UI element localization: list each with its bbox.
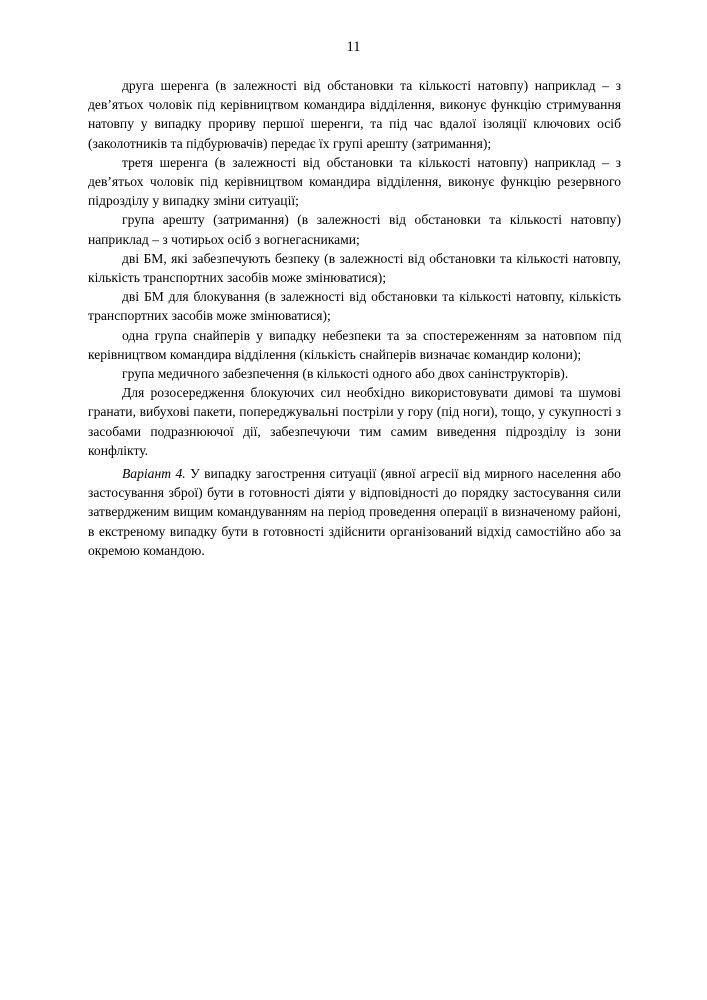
paragraph-5: дві БМ для блокування (в залежності від обстановки та кількості натовпу, кількість транспортних засобів може змінюватися); <box>88 289 621 324</box>
paragraph-4: дві БМ, які забезпечують безпеку (в залежності від обстановки та кількості натовпу, кількість транспортних засобів може змінюватися); <box>88 250 621 286</box>
paragraph-variant-4 <box>88 464 621 560</box>
variant-label: Варіант 4. <box>122 466 186 482</box>
paragraph-2: третя шеренга (в залежності від обстановки та кількості натовпу) наприклад – з дев’ятьох чоловік під керівництвом командира відділення, виконує функцію резервного підрозділу у випадку зміни ситуації; <box>88 154 621 209</box>
document-body <box>88 76 621 560</box>
variant-text: У випадку загострення ситуації (явної агресії від мирного населення або застосування зброї) бути в готовності діяти у відповідності до порядку застосування сили затвердженим вищим командуванням на період проведення операції в визначеному районі, в екстреному випадку бути в готовності здійснити організований відхід самостійно або за окремою командою. <box>88 466 621 558</box>
paragraph-1: друга шеренга (в залежності від обстановки та кількості натовпу) наприклад – з дев’ятьох чоловік під керівництвом командира відділення, виконує функцію стримування натовпу у випадку прориву першої шеренги, та під час вдалої ізоляції ключових осіб (заколотників та підбурювачів) передає їх групі арешту (затримання); <box>88 78 621 151</box>
page-number: 11 <box>346 39 361 55</box>
paragraph-7: група медичного забезпечення (в кількості одного або двох санінструкторів). <box>122 366 569 382</box>
paragraph-3: група арешту (затримання) (в залежності від обстановки та кількості натовпу) наприклад – з чотирьох осіб з вогнегасниками; <box>88 212 621 247</box>
paragraph-6: одна група снайперів у випадку небезпеки та за спостереженням за натовпом під керівництвом командира відділення (кількість снайперів визначає командир колони); <box>88 327 621 362</box>
paragraph-8: Для розосередження блокуючих сил необхідно використовувати димові та шумові гранати, вибухові пакети, попереджувальні постріли у гору (під ноги), тощо, у сукупності з засобами подразнюючої дії, забезпечуючи тим самим виведення підрозділу із зони конфлікту. <box>88 385 621 458</box>
